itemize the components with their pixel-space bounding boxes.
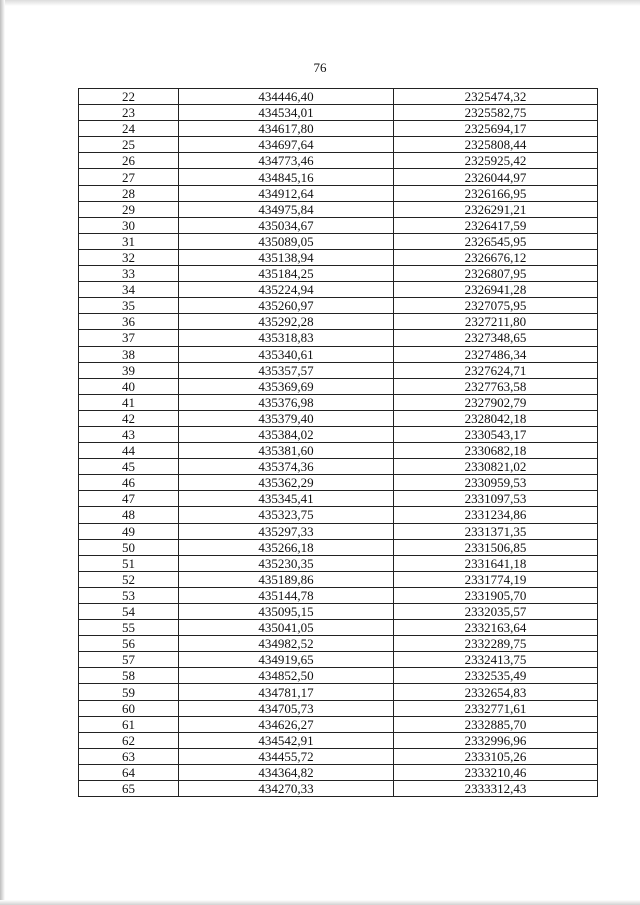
x-coordinate-cell: 435095,15 — [179, 604, 394, 620]
y-coordinate-cell: 2332035,57 — [394, 604, 598, 620]
x-coordinate-cell: 435230,35 — [179, 555, 394, 571]
point-number-cell: 34 — [79, 282, 179, 298]
point-number-cell: 26 — [79, 153, 179, 169]
table-row — [79, 523, 598, 539]
x-coordinate-cell: 435357,57 — [179, 362, 394, 378]
point-number-cell: 24 — [79, 121, 179, 137]
x-coordinate-cell: 434852,50 — [179, 668, 394, 684]
table-row — [79, 781, 598, 797]
table-row — [79, 668, 598, 684]
x-coordinate-cell: 435376,98 — [179, 394, 394, 410]
point-number-cell: 35 — [79, 298, 179, 314]
point-number-cell: 22 — [79, 89, 179, 105]
y-coordinate-cell: 2326545,95 — [394, 233, 598, 249]
point-number-cell: 23 — [79, 105, 179, 121]
y-coordinate-cell: 2327075,95 — [394, 298, 598, 314]
table-row — [79, 410, 598, 426]
x-coordinate-cell: 434975,84 — [179, 201, 394, 217]
point-number-cell: 58 — [79, 668, 179, 684]
point-number-cell: 41 — [79, 394, 179, 410]
point-number-cell: 30 — [79, 217, 179, 233]
point-number-cell: 42 — [79, 410, 179, 426]
y-coordinate-cell: 2325808,44 — [394, 137, 598, 153]
y-coordinate-cell: 2333312,43 — [394, 781, 598, 797]
x-coordinate-cell: 435318,83 — [179, 330, 394, 346]
table-row — [79, 475, 598, 491]
x-coordinate-cell: 435144,78 — [179, 587, 394, 603]
x-coordinate-cell: 434773,46 — [179, 153, 394, 169]
point-number-cell: 25 — [79, 137, 179, 153]
point-number-cell: 27 — [79, 169, 179, 185]
table-row — [79, 362, 598, 378]
point-number-cell: 39 — [79, 362, 179, 378]
table-row — [79, 604, 598, 620]
x-coordinate-cell: 435340,61 — [179, 346, 394, 362]
point-number-cell: 65 — [79, 781, 179, 797]
y-coordinate-cell: 2331234,86 — [394, 507, 598, 523]
table-row — [79, 507, 598, 523]
y-coordinate-cell: 2332771,61 — [394, 700, 598, 716]
point-number-cell: 37 — [79, 330, 179, 346]
point-number-cell: 50 — [79, 539, 179, 555]
x-coordinate-cell: 435369,69 — [179, 378, 394, 394]
point-number-cell: 49 — [79, 523, 179, 539]
y-coordinate-cell: 2331097,53 — [394, 491, 598, 507]
x-coordinate-cell: 435381,60 — [179, 443, 394, 459]
point-number-cell: 31 — [79, 233, 179, 249]
x-coordinate-cell: 434912,64 — [179, 185, 394, 201]
x-coordinate-cell: 434270,33 — [179, 781, 394, 797]
x-coordinate-cell: 435384,02 — [179, 426, 394, 442]
x-coordinate-cell: 434542,91 — [179, 732, 394, 748]
page-number: 76 — [313, 60, 327, 75]
y-coordinate-cell: 2332654,83 — [394, 684, 598, 700]
y-coordinate-cell: 2327348,65 — [394, 330, 598, 346]
y-coordinate-cell: 2331905,70 — [394, 587, 598, 603]
table-row — [79, 764, 598, 780]
y-coordinate-cell: 2330682,18 — [394, 443, 598, 459]
x-coordinate-cell: 435224,94 — [179, 282, 394, 298]
table-row — [79, 539, 598, 555]
table-row — [79, 700, 598, 716]
table-row — [79, 217, 598, 233]
y-coordinate-cell: 2327624,71 — [394, 362, 598, 378]
y-coordinate-cell: 2327763,58 — [394, 378, 598, 394]
x-coordinate-cell: 435362,29 — [179, 475, 394, 491]
y-coordinate-cell: 2326676,12 — [394, 249, 598, 265]
y-coordinate-cell: 2332885,70 — [394, 716, 598, 732]
y-coordinate-cell: 2330543,17 — [394, 426, 598, 442]
point-number-cell: 54 — [79, 604, 179, 620]
y-coordinate-cell: 2325474,32 — [394, 89, 598, 105]
y-coordinate-cell: 2331641,18 — [394, 555, 598, 571]
x-coordinate-cell: 435041,05 — [179, 620, 394, 636]
table-row — [79, 732, 598, 748]
point-number-cell: 40 — [79, 378, 179, 394]
point-number-cell: 43 — [79, 426, 179, 442]
table-row — [79, 314, 598, 330]
table-row — [79, 636, 598, 652]
y-coordinate-cell: 2328042,18 — [394, 410, 598, 426]
table-row — [79, 346, 598, 362]
point-number-cell: 28 — [79, 185, 179, 201]
x-coordinate-cell: 434534,01 — [179, 105, 394, 121]
table-row — [79, 443, 598, 459]
point-number-cell: 33 — [79, 266, 179, 282]
x-coordinate-cell: 434446,40 — [179, 89, 394, 105]
x-coordinate-cell: 434919,65 — [179, 652, 394, 668]
x-coordinate-cell: 434626,27 — [179, 716, 394, 732]
x-coordinate-cell: 435297,33 — [179, 523, 394, 539]
point-number-cell: 62 — [79, 732, 179, 748]
table-row — [79, 426, 598, 442]
y-coordinate-cell: 2333210,46 — [394, 764, 598, 780]
point-number-cell: 51 — [79, 555, 179, 571]
y-coordinate-cell: 2330821,02 — [394, 459, 598, 475]
x-coordinate-cell: 435089,05 — [179, 233, 394, 249]
x-coordinate-cell: 435345,41 — [179, 491, 394, 507]
x-coordinate-cell: 434697,64 — [179, 137, 394, 153]
table-row — [79, 185, 598, 201]
y-coordinate-cell: 2327486,34 — [394, 346, 598, 362]
point-number-cell: 46 — [79, 475, 179, 491]
y-coordinate-cell: 2332996,96 — [394, 732, 598, 748]
table-row — [79, 233, 598, 249]
x-coordinate-cell: 435189,86 — [179, 571, 394, 587]
table-row — [79, 587, 598, 603]
x-coordinate-cell: 435323,75 — [179, 507, 394, 523]
x-coordinate-cell: 434982,52 — [179, 636, 394, 652]
table-row — [79, 105, 598, 121]
table-row — [79, 378, 598, 394]
x-coordinate-cell: 435184,25 — [179, 266, 394, 282]
y-coordinate-cell: 2331774,19 — [394, 571, 598, 587]
table-row — [79, 201, 598, 217]
x-coordinate-cell: 434705,73 — [179, 700, 394, 716]
table-row — [79, 571, 598, 587]
table-row — [79, 394, 598, 410]
y-coordinate-cell: 2333105,26 — [394, 748, 598, 764]
point-number-cell: 45 — [79, 459, 179, 475]
y-coordinate-cell: 2332289,75 — [394, 636, 598, 652]
table-row — [79, 652, 598, 668]
point-number-cell: 48 — [79, 507, 179, 523]
x-coordinate-cell: 434781,17 — [179, 684, 394, 700]
point-number-cell: 63 — [79, 748, 179, 764]
x-coordinate-cell: 435374,36 — [179, 459, 394, 475]
y-coordinate-cell: 2332413,75 — [394, 652, 598, 668]
table-row — [79, 282, 598, 298]
point-number-cell: 53 — [79, 587, 179, 603]
y-coordinate-cell: 2325582,75 — [394, 105, 598, 121]
point-number-cell: 57 — [79, 652, 179, 668]
x-coordinate-cell: 434455,72 — [179, 748, 394, 764]
y-coordinate-cell: 2326291,21 — [394, 201, 598, 217]
table-row — [79, 249, 598, 265]
point-number-cell: 52 — [79, 571, 179, 587]
x-coordinate-cell: 435292,28 — [179, 314, 394, 330]
point-number-cell: 29 — [79, 201, 179, 217]
table-row — [79, 89, 598, 105]
point-number-cell: 61 — [79, 716, 179, 732]
table-row — [79, 748, 598, 764]
point-number-cell: 60 — [79, 700, 179, 716]
table-row — [79, 684, 598, 700]
x-coordinate-cell: 435260,97 — [179, 298, 394, 314]
x-coordinate-cell: 434364,82 — [179, 764, 394, 780]
table-row — [79, 121, 598, 137]
y-coordinate-cell: 2331506,85 — [394, 539, 598, 555]
y-coordinate-cell: 2327211,80 — [394, 314, 598, 330]
x-coordinate-cell: 434845,16 — [179, 169, 394, 185]
table-row — [79, 491, 598, 507]
x-coordinate-cell: 435266,18 — [179, 539, 394, 555]
x-coordinate-cell: 435379,40 — [179, 410, 394, 426]
table-row — [79, 555, 598, 571]
x-coordinate-cell: 434617,80 — [179, 121, 394, 137]
y-coordinate-cell: 2326166,95 — [394, 185, 598, 201]
y-coordinate-cell: 2332163,64 — [394, 620, 598, 636]
scan-edge-top — [0, 0, 640, 6]
y-coordinate-cell: 2332535,49 — [394, 668, 598, 684]
table-row — [79, 330, 598, 346]
point-number-cell: 47 — [79, 491, 179, 507]
y-coordinate-cell: 2326044,97 — [394, 169, 598, 185]
coordinates-table — [78, 88, 598, 797]
scan-edge-left — [0, 0, 5, 905]
y-coordinate-cell: 2325694,17 — [394, 121, 598, 137]
point-number-cell: 36 — [79, 314, 179, 330]
y-coordinate-cell: 2326417,59 — [394, 217, 598, 233]
point-number-cell: 44 — [79, 443, 179, 459]
table-row — [79, 459, 598, 475]
point-number-cell: 55 — [79, 620, 179, 636]
y-coordinate-cell: 2330959,53 — [394, 475, 598, 491]
point-number-cell: 59 — [79, 684, 179, 700]
x-coordinate-cell: 435034,67 — [179, 217, 394, 233]
point-number-cell: 64 — [79, 764, 179, 780]
x-coordinate-cell: 435138,94 — [179, 249, 394, 265]
point-number-cell: 56 — [79, 636, 179, 652]
coordinates-table-container — [78, 88, 597, 797]
point-number-cell: 32 — [79, 249, 179, 265]
y-coordinate-cell: 2326807,95 — [394, 266, 598, 282]
y-coordinate-cell: 2331371,35 — [394, 523, 598, 539]
table-row — [79, 153, 598, 169]
y-coordinate-cell: 2326941,28 — [394, 282, 598, 298]
point-number-cell: 38 — [79, 346, 179, 362]
table-row — [79, 137, 598, 153]
y-coordinate-cell: 2325925,42 — [394, 153, 598, 169]
table-row — [79, 716, 598, 732]
table-row — [79, 298, 598, 314]
table-row — [79, 620, 598, 636]
scan-edge-bottom — [0, 900, 640, 905]
coordinates-table-body — [79, 89, 598, 797]
table-row — [79, 266, 598, 282]
y-coordinate-cell: 2327902,79 — [394, 394, 598, 410]
table-row — [79, 169, 598, 185]
